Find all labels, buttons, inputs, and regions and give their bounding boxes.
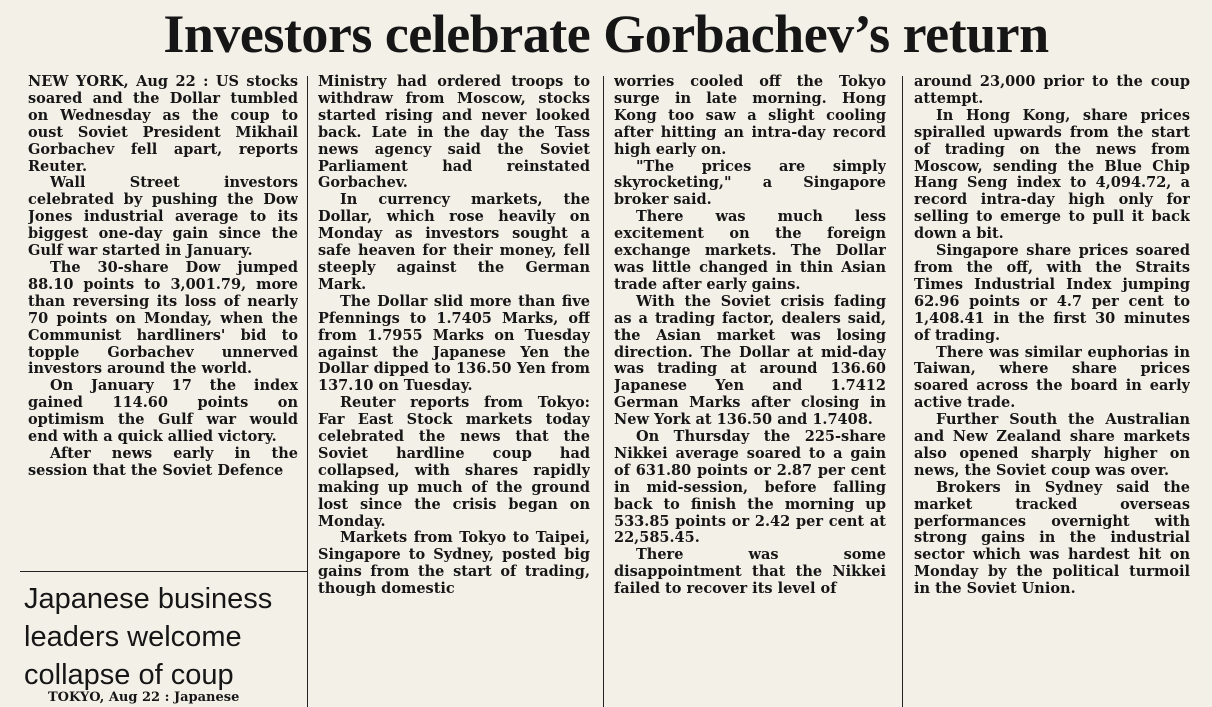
paragraph: Singapore share prices soared from the off, with the Straits Times Industrial Index jumping 62.96 points or 4.7 per cent to 1,408.41 in the first 30 minutes of trading. bbox=[914, 242, 1190, 344]
paragraph: Reuter reports from Tokyo: Far East Stock markets today celebrated the news that the Soviet hardline coup had collapsed, with shares rapidly making up much of the ground lost since the crisis began on Monday. bbox=[318, 394, 590, 530]
paragraph: around 23,000 prior to the coup attempt. bbox=[914, 74, 1190, 107]
sidebar-rule bbox=[20, 571, 307, 572]
paragraph: Markets from Tokyo to Taipei, Singapore to Sydney, posted big gains from the start of trading, though domestic bbox=[318, 529, 590, 598]
paragraph: worries cooled off the Tokyo surge in late morning. Hong Kong too saw a slight cooling after hitting an intra-day record high early on. bbox=[614, 74, 886, 158]
paragraph: With the Soviet crisis fading as a trading factor, dealers said, the Asian market was losing direction. The Dollar at mid-day was trading at around 136.60 Japanese Yen and 1.7412 German Marks after closing in New York at 136.50 and 1.7408. bbox=[614, 292, 886, 429]
paragraph: Ministry had ordered troops to withdraw from Moscow, stocks started rising and never looked back. Late in the day the Tass news agency said the Soviet Parliament had reinstated Gorbachev. bbox=[318, 74, 590, 192]
sidebar-dateline: TOKYO, Aug 22 : Japanese bbox=[48, 690, 240, 705]
paragraph: Further South the Australian and New Zealand share markets also opened sharply higher on news, the Soviet coup was over. bbox=[914, 411, 1190, 479]
column-rule bbox=[603, 76, 604, 707]
article-column-2 bbox=[318, 74, 590, 694]
paragraph: There was much less excitement on the foreign exchange markets. The Dollar was little changed in thin Asian trade after early gains. bbox=[614, 208, 886, 293]
paragraph: The 30-share Dow jumped 88.10 points to 3,001.79, more than reversing its loss of nearly 70 points on Monday, when the Communist hardliners' bid to topple Gorbachev unnerved investors around the world. bbox=[28, 258, 298, 378]
paragraph: "The prices are simply skyrocketing," a Singapore broker said. bbox=[614, 157, 886, 209]
headline: Investors celebrate Gorbachev’s return bbox=[163, 4, 1049, 64]
article-column-1 bbox=[28, 74, 298, 558]
paragraph: Brokers in Sydney said the market tracked overseas performances overnight with strong gains in the industrial sector which was hardest hit on Monday by the political turmoil in the Soviet Union. bbox=[914, 478, 1190, 598]
paragraph: In Hong Kong, share prices spiralled upwards from the start of trading on the news from Moscow, sending the Blue Chip Hang Seng index to 4,094.72, a record intra-day high only for selling to emerge to pull it back down a bit. bbox=[914, 106, 1190, 243]
paragraph: There was some disappointment that the Nikkei failed to recover its level of bbox=[614, 546, 886, 598]
article-column-4 bbox=[914, 74, 1190, 696]
sidebar-headline: Japanese business leaders welcome collapse of coup bbox=[24, 583, 273, 691]
paragraph: There was similar euphorias in Taiwan, where share prices soared across the board in early active trade. bbox=[914, 343, 1190, 412]
paragraph: The Dollar slid more than five Pfennings to 1.7405 Marks, off from 1.7955 Marks on Tuesday against the Japanese Yen the Dollar dipped to 136.50 Yen from 137.10 on Tuesday. bbox=[318, 292, 590, 395]
paragraph: On January 17 the index gained 114.60 points on optimism the Gulf war would end with a quick allied victory. bbox=[28, 377, 298, 446]
paragraph: NEW YORK, Aug 22 : US stocks soared and the Dollar tumbled on Wednesday as the coup to oust Soviet President Mikhail Gorbachev fell apart, reports Reuter. bbox=[28, 74, 298, 175]
paragraph: On Thursday the 225-share Nikkei average soared to a gain of 631.80 points or 2.87 per cent in mid-session, before falling back to finish the morning up 533.85 points or 2.42 per cent at 22,585.45. bbox=[614, 428, 886, 547]
column-rule bbox=[902, 76, 903, 707]
paragraph: Wall Street investors celebrated by pushing the Dow Jones industrial average to its biggest one-day gain since the Gulf war started in January. bbox=[28, 174, 298, 260]
article-column-3 bbox=[614, 74, 886, 696]
column-rule bbox=[307, 76, 308, 707]
paragraph: After news early in the session that the Soviet Defence bbox=[28, 444, 298, 479]
paragraph: In currency markets, the Dollar, which rose heavily on Monday as investors sought a safe heaven for their money, fell steeply against the German Mark. bbox=[318, 191, 590, 293]
